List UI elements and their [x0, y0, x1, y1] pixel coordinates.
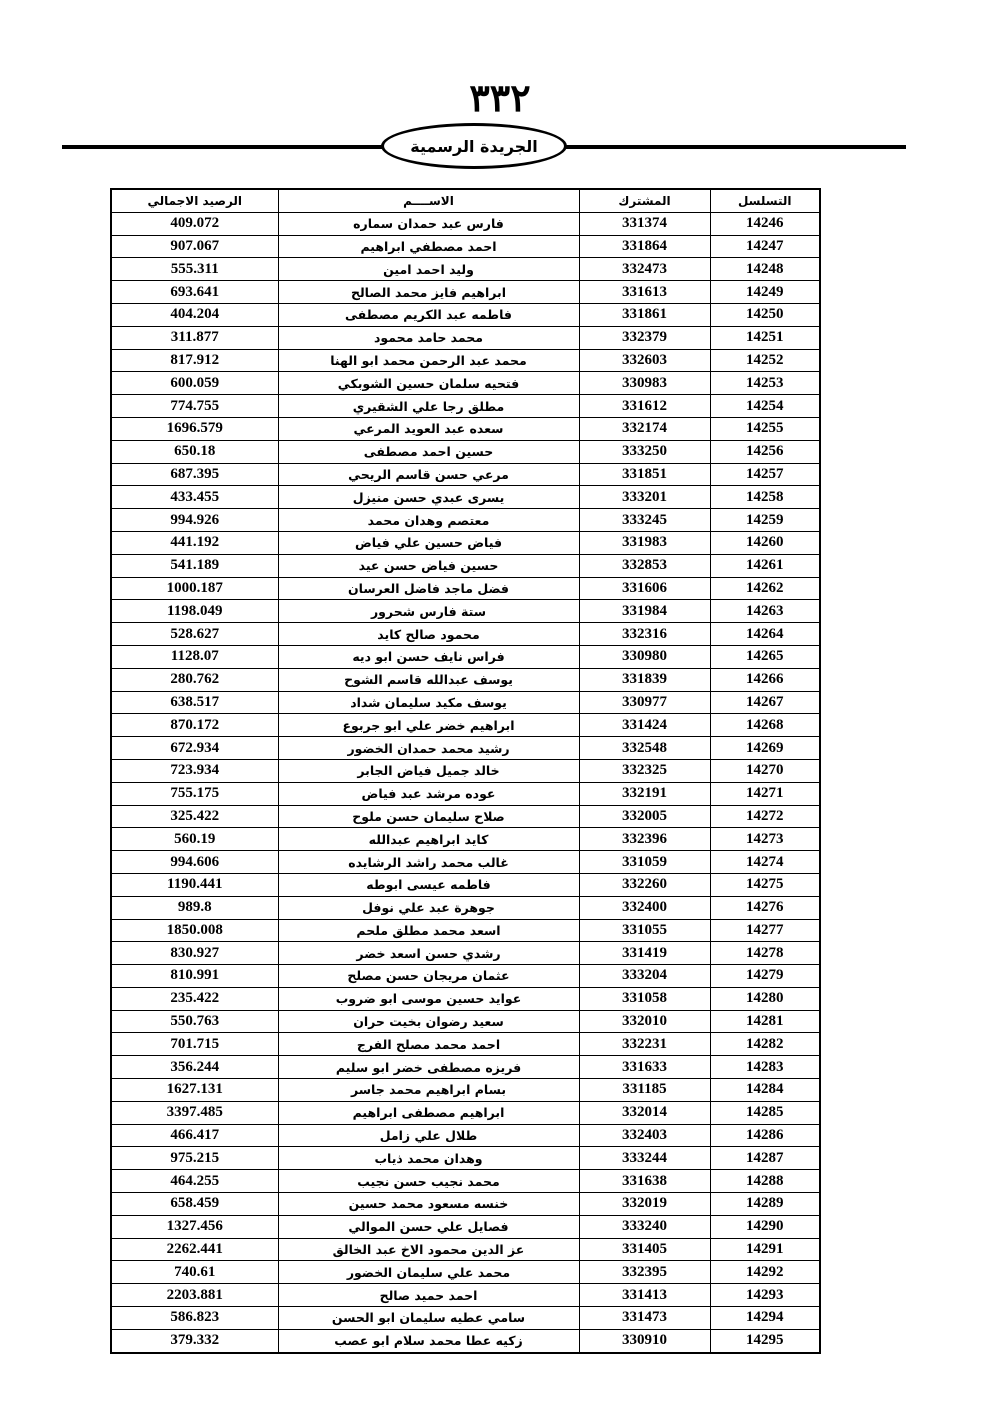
balance-cell: 441.192	[111, 531, 278, 554]
name-cell: ابراهيم فايز محمد الصالح	[278, 281, 579, 304]
table-row	[111, 782, 820, 805]
balance-cell: 830.927	[111, 942, 278, 965]
balance-cell: 907.067	[111, 235, 278, 258]
table-row	[111, 1101, 820, 1124]
serial-cell: 14294	[710, 1307, 820, 1330]
serial-cell: 14247	[710, 235, 820, 258]
name-cell: احمد حميد صالح	[278, 1284, 579, 1307]
balance-cell: 1327.456	[111, 1215, 278, 1238]
subscriber-cell: 332010	[579, 1010, 710, 1033]
name-cell: عز الدين محمود الاخ عبد الخالق	[278, 1238, 579, 1261]
subscriber-cell: 331058	[579, 987, 710, 1010]
table-row	[111, 440, 820, 463]
table-row	[111, 258, 820, 281]
serial-cell: 14277	[710, 919, 820, 942]
subscriber-cell: 331613	[579, 281, 710, 304]
subscriber-cell: 331633	[579, 1056, 710, 1079]
table-row	[111, 577, 820, 600]
balance-cell: 2203.881	[111, 1284, 278, 1307]
subscriber-cell: 331185	[579, 1079, 710, 1102]
name-cell: مطلق رجا علي الشقيري	[278, 395, 579, 418]
serial-cell: 14255	[710, 417, 820, 440]
table-row	[111, 303, 820, 326]
balance-cell: 1696.579	[111, 417, 278, 440]
serial-cell: 14268	[710, 714, 820, 737]
balance-cell: 404.204	[111, 303, 278, 326]
serial-cell: 14264	[710, 623, 820, 646]
serial-cell: 14265	[710, 645, 820, 668]
table-row	[111, 417, 820, 440]
table-row	[111, 349, 820, 372]
table-row	[111, 463, 820, 486]
table-row	[111, 691, 820, 714]
header-serial: التسلسل	[710, 189, 820, 212]
table-row	[111, 896, 820, 919]
balance-cell: 464.255	[111, 1170, 278, 1193]
balance-cell: 528.627	[111, 623, 278, 646]
serial-cell: 14291	[710, 1238, 820, 1261]
name-cell: فتحيه سلمان حسين الشوبكي	[278, 372, 579, 395]
name-cell: محمد نجيب حسن نجيب	[278, 1170, 579, 1193]
serial-cell: 14283	[710, 1056, 820, 1079]
balance-cell: 2262.441	[111, 1238, 278, 1261]
serial-cell: 14270	[710, 759, 820, 782]
balance-cell: 693.641	[111, 281, 278, 304]
balance-cell: 687.395	[111, 463, 278, 486]
balance-cell: 817.912	[111, 349, 278, 372]
subscriber-cell: 331983	[579, 531, 710, 554]
name-cell: احمد محمد مصلح الفرج	[278, 1033, 579, 1056]
name-cell: خنسه مسعود محمد حسين	[278, 1193, 579, 1216]
subscriber-cell: 332395	[579, 1261, 710, 1284]
balance-cell: 810.991	[111, 965, 278, 988]
subscriber-cell: 331606	[579, 577, 710, 600]
balance-cell: 1190.441	[111, 873, 278, 896]
subscriber-cell: 331851	[579, 463, 710, 486]
table-row	[111, 1284, 820, 1307]
header-subscriber: المشترك	[579, 189, 710, 212]
name-cell: سعده عبد العويد المرعي	[278, 417, 579, 440]
serial-cell: 14261	[710, 554, 820, 577]
serial-cell: 14251	[710, 326, 820, 349]
subscriber-cell: 331839	[579, 668, 710, 691]
serial-cell: 14287	[710, 1147, 820, 1170]
table-row	[111, 759, 820, 782]
name-cell: يوسف عبدالله قاسم الشوح	[278, 668, 579, 691]
table-row	[111, 919, 820, 942]
serial-cell: 14295	[710, 1329, 820, 1352]
subscriber-cell: 333204	[579, 965, 710, 988]
serial-cell: 14292	[710, 1261, 820, 1284]
header-name: الاســــم	[278, 189, 579, 212]
serial-cell: 14253	[710, 372, 820, 395]
name-cell: محمد علي سليمان الخضور	[278, 1261, 579, 1284]
balance-cell: 325.422	[111, 805, 278, 828]
balance-cell: 650.18	[111, 440, 278, 463]
serial-cell: 14282	[710, 1033, 820, 1056]
table-row	[111, 235, 820, 258]
table-row	[111, 1124, 820, 1147]
subscriber-cell: 332260	[579, 873, 710, 896]
header-balance: الرصيد الاجمالي	[111, 189, 278, 212]
name-cell: سعيد رضوان بخيت حران	[278, 1010, 579, 1033]
name-cell: رشدي حسن اسعد خضر	[278, 942, 579, 965]
table-row	[111, 714, 820, 737]
subscriber-cell: 332005	[579, 805, 710, 828]
name-cell: محمد حامد محمود	[278, 326, 579, 349]
balance-cell: 1128.07	[111, 645, 278, 668]
table-row	[111, 531, 820, 554]
serial-cell: 14263	[710, 600, 820, 623]
name-cell: وهدان محمد ذياب	[278, 1147, 579, 1170]
subscriber-cell: 332174	[579, 417, 710, 440]
balance-cell: 550.763	[111, 1010, 278, 1033]
balance-cell: 672.934	[111, 737, 278, 760]
balance-cell: 280.762	[111, 668, 278, 691]
subscriber-cell: 333250	[579, 440, 710, 463]
table-row	[111, 1079, 820, 1102]
table-row	[111, 942, 820, 965]
name-cell: مرعي حسن قاسم الريحي	[278, 463, 579, 486]
name-cell: ستة فارس شحرور	[278, 600, 579, 623]
name-cell: زكيه عطا محمد سلام ابو عصب	[278, 1329, 579, 1352]
subscriber-cell: 331864	[579, 235, 710, 258]
name-cell: غالب محمد راشد الرشايده	[278, 851, 579, 874]
name-cell: بسام ابراهيم محمد جاسر	[278, 1079, 579, 1102]
serial-cell: 14275	[710, 873, 820, 896]
subscriber-cell: 333245	[579, 509, 710, 532]
balance-cell: 1000.187	[111, 577, 278, 600]
name-cell: يوسف مكيد سليمان شداد	[278, 691, 579, 714]
name-cell: فياض حسين علي فياض	[278, 531, 579, 554]
balance-cell: 1850.008	[111, 919, 278, 942]
name-cell: فارس عبد حمدان سماره	[278, 212, 579, 235]
name-cell: عوده مرشد عبد فياض	[278, 782, 579, 805]
table-row	[111, 600, 820, 623]
serial-cell: 14267	[710, 691, 820, 714]
balance-cell: 409.072	[111, 212, 278, 235]
subscriber-cell: 333201	[579, 486, 710, 509]
balance-cell: 560.19	[111, 828, 278, 851]
serial-cell: 14281	[710, 1010, 820, 1033]
serial-cell: 14290	[710, 1215, 820, 1238]
balance-cell: 989.8	[111, 896, 278, 919]
name-cell: اسعد محمد مطلق ملحم	[278, 919, 579, 942]
serial-cell: 14272	[710, 805, 820, 828]
table-row	[111, 486, 820, 509]
subscriber-cell: 332019	[579, 1193, 710, 1216]
table-row	[111, 965, 820, 988]
subscriber-cell: 332603	[579, 349, 710, 372]
name-cell: كايد ابراهيم عبدالله	[278, 828, 579, 851]
subscriber-cell: 332403	[579, 1124, 710, 1147]
name-cell: فضل ماجد فاضل العرسان	[278, 577, 579, 600]
table-row	[111, 873, 820, 896]
serial-cell: 14248	[710, 258, 820, 281]
balance-cell: 586.823	[111, 1307, 278, 1330]
serial-cell: 14276	[710, 896, 820, 919]
name-cell: احمد مصطفي ابراهيم	[278, 235, 579, 258]
subscriber-cell: 331413	[579, 1284, 710, 1307]
name-cell: رشيد محمد حمدان الخضور	[278, 737, 579, 760]
name-cell: فريزه مصطفى خضر ابو سليم	[278, 1056, 579, 1079]
subscriber-cell: 332191	[579, 782, 710, 805]
serial-cell: 14259	[710, 509, 820, 532]
subscriber-cell: 332473	[579, 258, 710, 281]
subscriber-cell: 330980	[579, 645, 710, 668]
serial-cell: 14254	[710, 395, 820, 418]
table-row	[111, 1147, 820, 1170]
subscriber-cell: 332379	[579, 326, 710, 349]
table-row	[111, 645, 820, 668]
table-row	[111, 212, 820, 235]
balance-cell: 555.311	[111, 258, 278, 281]
table-row	[111, 1193, 820, 1216]
subscriber-cell: 332400	[579, 896, 710, 919]
subscriber-cell: 331638	[579, 1170, 710, 1193]
balance-cell: 379.332	[111, 1329, 278, 1352]
name-cell: يسرى عبدي حسن منيزل	[278, 486, 579, 509]
table-row	[111, 1238, 820, 1261]
table-row	[111, 372, 820, 395]
serial-cell: 14269	[710, 737, 820, 760]
table-row	[111, 1307, 820, 1330]
serial-cell: 14293	[710, 1284, 820, 1307]
name-cell: طلال علي زامل	[278, 1124, 579, 1147]
serial-cell: 14257	[710, 463, 820, 486]
serial-cell: 14260	[710, 531, 820, 554]
table-body	[111, 212, 820, 1352]
serial-cell: 14249	[710, 281, 820, 304]
serial-cell: 14274	[710, 851, 820, 874]
table-row	[111, 737, 820, 760]
subscriber-cell: 331055	[579, 919, 710, 942]
serial-cell: 14266	[710, 668, 820, 691]
serial-cell: 14256	[710, 440, 820, 463]
table-row	[111, 623, 820, 646]
serial-cell: 14278	[710, 942, 820, 965]
balance-cell: 723.934	[111, 759, 278, 782]
subscriber-cell: 330977	[579, 691, 710, 714]
name-cell: سامي عطيه سليمان ابو الحسن	[278, 1307, 579, 1330]
table-row	[111, 1170, 820, 1193]
balance-cell: 994.926	[111, 509, 278, 532]
table-row	[111, 828, 820, 851]
balance-cell: 466.417	[111, 1124, 278, 1147]
subscriber-cell: 331419	[579, 942, 710, 965]
subscriber-cell: 333244	[579, 1147, 710, 1170]
table-row	[111, 987, 820, 1010]
table-row	[111, 326, 820, 349]
subscriber-cell: 332231	[579, 1033, 710, 1056]
serial-cell: 14286	[710, 1124, 820, 1147]
name-cell: عوايد حسين موسى ابو ضروب	[278, 987, 579, 1010]
subscriber-cell: 332396	[579, 828, 710, 851]
subscriber-cell: 330910	[579, 1329, 710, 1352]
table-row	[111, 1056, 820, 1079]
subscriber-cell: 331984	[579, 600, 710, 623]
subscriber-cell: 332014	[579, 1101, 710, 1124]
name-cell: فصايل علي حسن الموالي	[278, 1215, 579, 1238]
balance-cell: 774.755	[111, 395, 278, 418]
name-cell: ابراهيم خضر علي ابو جربوع	[278, 714, 579, 737]
gazette-title-oval	[381, 123, 567, 169]
balance-cell: 701.715	[111, 1033, 278, 1056]
table-row	[111, 1010, 820, 1033]
table-row	[111, 1261, 820, 1284]
name-cell: صلاح سليمان حسن ملوح	[278, 805, 579, 828]
page-number: ٣٣٢	[469, 75, 531, 120]
subscriber-cell: 331612	[579, 395, 710, 418]
balance-cell: 356.244	[111, 1056, 278, 1079]
balance-cell: 541.189	[111, 554, 278, 577]
subscriber-cell: 332316	[579, 623, 710, 646]
serial-cell: 14271	[710, 782, 820, 805]
subscriber-cell: 333240	[579, 1215, 710, 1238]
balance-cell: 3397.485	[111, 1101, 278, 1124]
table-row	[111, 668, 820, 691]
subscriber-cell: 332853	[579, 554, 710, 577]
balance-cell: 433.455	[111, 486, 278, 509]
table-row	[111, 395, 820, 418]
balance-cell: 975.215	[111, 1147, 278, 1170]
table-row	[111, 805, 820, 828]
name-cell: ابراهيم مصطفى ابراهيم	[278, 1101, 579, 1124]
serial-cell: 14246	[710, 212, 820, 235]
name-cell: محمد عبد الرحمن محمد ابو الهنا	[278, 349, 579, 372]
balance-cell: 994.606	[111, 851, 278, 874]
name-cell: فراس نايف حسن ابو ديه	[278, 645, 579, 668]
serial-cell: 14280	[710, 987, 820, 1010]
balance-cell: 1198.049	[111, 600, 278, 623]
gazette-title: الجريدة الرسمية	[410, 136, 538, 156]
subscriber-balance-table	[110, 188, 821, 1354]
subscriber-cell: 330983	[579, 372, 710, 395]
balance-cell: 235.422	[111, 987, 278, 1010]
balance-cell: 311.877	[111, 326, 278, 349]
balance-cell: 600.059	[111, 372, 278, 395]
table-row	[111, 554, 820, 577]
balance-cell: 740.61	[111, 1261, 278, 1284]
subscriber-cell: 331424	[579, 714, 710, 737]
subscriber-cell: 331473	[579, 1307, 710, 1330]
subscriber-cell: 331861	[579, 303, 710, 326]
balance-cell: 755.175	[111, 782, 278, 805]
table-row	[111, 509, 820, 532]
table-row	[111, 1215, 820, 1238]
serial-cell: 14285	[710, 1101, 820, 1124]
serial-cell: 14273	[710, 828, 820, 851]
name-cell: عثمان مريجان حسن مصلح	[278, 965, 579, 988]
serial-cell: 14258	[710, 486, 820, 509]
name-cell: وليد احمد امين	[278, 258, 579, 281]
serial-cell: 14288	[710, 1170, 820, 1193]
name-cell: حسين فياض حسن عيد	[278, 554, 579, 577]
subscriber-cell: 331059	[579, 851, 710, 874]
subscriber-cell: 332325	[579, 759, 710, 782]
table-header-row	[111, 189, 820, 212]
table-row	[111, 1033, 820, 1056]
serial-cell: 14284	[710, 1079, 820, 1102]
name-cell: جوهرة عبد علي نوفل	[278, 896, 579, 919]
subscriber-cell: 332548	[579, 737, 710, 760]
subscriber-cell: 331405	[579, 1238, 710, 1261]
name-cell: فاطمه عيسى ابوطه	[278, 873, 579, 896]
balance-cell: 658.459	[111, 1193, 278, 1216]
serial-cell: 14252	[710, 349, 820, 372]
table-row	[111, 851, 820, 874]
table-row	[111, 1329, 820, 1352]
serial-cell: 14279	[710, 965, 820, 988]
name-cell: محمود صالح كايد	[278, 623, 579, 646]
balance-cell: 638.517	[111, 691, 278, 714]
serial-cell: 14289	[710, 1193, 820, 1216]
balance-cell: 1627.131	[111, 1079, 278, 1102]
name-cell: خالد جميل فياض الجابر	[278, 759, 579, 782]
name-cell: حسين احمد مصطفى	[278, 440, 579, 463]
name-cell: فاطمه عبد الكريم مصطفى	[278, 303, 579, 326]
subscriber-cell: 331374	[579, 212, 710, 235]
balance-cell: 870.172	[111, 714, 278, 737]
serial-cell: 14250	[710, 303, 820, 326]
serial-cell: 14262	[710, 577, 820, 600]
name-cell: معتصم وهدان محمد	[278, 509, 579, 532]
table-row	[111, 281, 820, 304]
